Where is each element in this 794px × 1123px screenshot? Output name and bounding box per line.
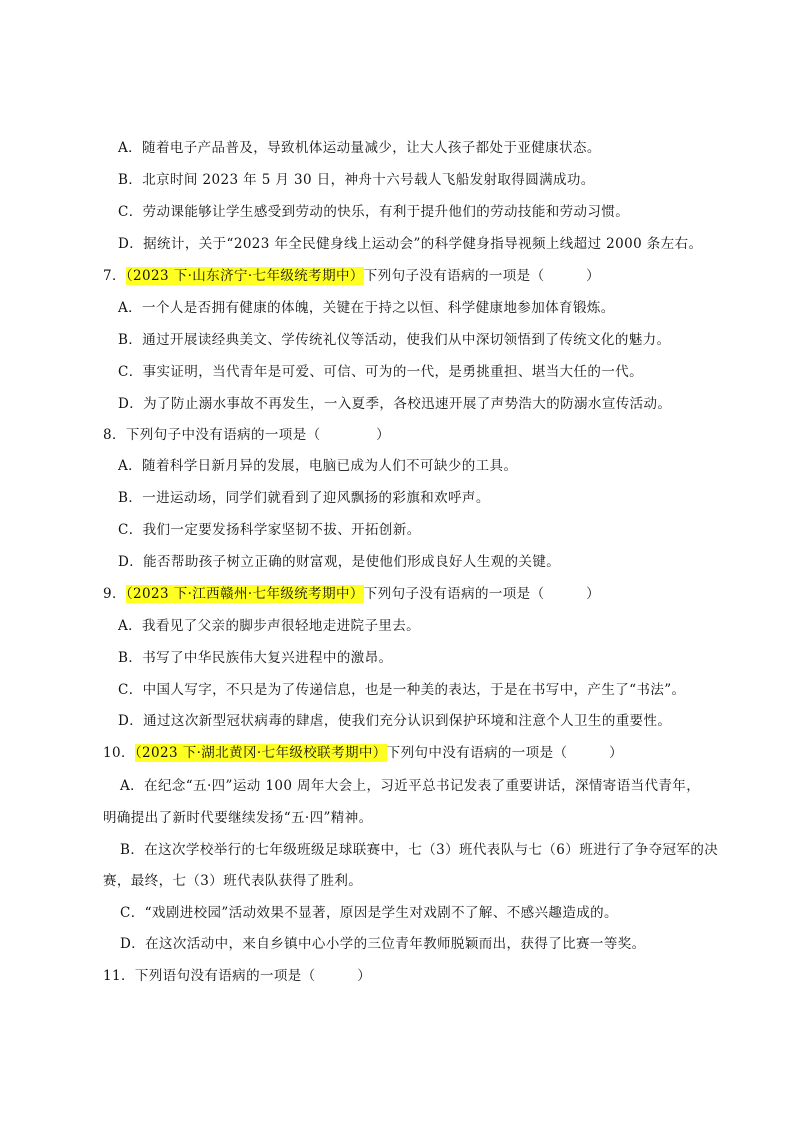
q7-option-c: C．事实证明，当代青年是可爱、可信、可为的一代，是勇挑重担、堪当大任的一代。 (118, 364, 644, 380)
q6-option-b: B．北京时间 2023 年 5 月 30 日，神舟十六号载人飞船发射取得圆满成功。 (118, 172, 595, 188)
q10-option-b-line1: B．在这次学校举行的七年级班级足球联赛中，七（3）班代表队与七（6）班进行了争夺冠军的决 (120, 842, 719, 858)
q9-stem-line (103, 584, 600, 604)
q10-option-b-line2: 赛，最终，七（3）班代表队获得了胜利。 (103, 873, 363, 889)
q9-stem: 下列句子没有语病的一项是（ ） (363, 586, 601, 602)
q8-option-a: A．随着科学日新月异的发展，电脑已成为人们不可缺少的工具。 (118, 458, 518, 474)
q9-source-highlight: （2023 下·江西赣州·七年级统考期中） (125, 586, 364, 602)
q6-option-a: A．随着电子产品普及，导致机体运动量减少，让大人孩子都处于亚健康状态。 (118, 140, 601, 156)
q11-stem: 11．下列语句没有语病的一项是（ ） (103, 968, 372, 984)
q10-option-d: D．在这次活动中，来自乡镇中心小学的三位青年教师脱颖而出，获得了比赛一等奖。 (120, 936, 646, 952)
q9-option-c: C．中国人写字，不只是为了传递信息，也是一种美的表达，于是在书写中，产生了“书法”。 (118, 682, 686, 698)
q8-option-c: C．我们一定要发扬科学家坚韧不拔、开拓创新。 (118, 522, 421, 538)
q9-number: 9． (103, 586, 126, 602)
q7-stem: 下列句子没有语病的一项是（ ） (363, 268, 601, 284)
q10-source-highlight: （2023 下·湖北黄冈·七年级校联考期中） (134, 745, 387, 761)
q7-number: 7． (103, 268, 126, 284)
q7-option-b: B．通过开展读经典美文、学传统礼仪等活动，使我们从中深切领悟到了传统文化的魅力。 (118, 332, 671, 348)
q10-stem: 下列句中没有语病的一项是（ ） (386, 745, 623, 761)
q7-option-d: D．为了防止溺水事故不再发生，一入夏季，各校迅速开展了声势浩大的防溺水宣传活动。 (118, 396, 672, 412)
q7-option-a: A．一个人是否拥有健康的体魄，关键在于持之以恒、科学健康地参加体育锻炼。 (118, 300, 615, 316)
q9-option-d: D．通过这次新型冠状病毒的肆虐，使我们充分认识到保护环境和注意个人卫生的重要性。 (118, 713, 672, 729)
q8-option-d: D．能否帮助孩子树立正确的财富观，是使他们形成良好人生观的关键。 (118, 554, 561, 570)
q10-option-a-line1: A．在纪念“五·四”运动 100 周年大会上，习近平总书记发表了重要讲话，深情寄语当代青年， (120, 778, 701, 794)
q10-stem-line (103, 743, 623, 763)
q9-option-a: A．我看见了父亲的脚步声很轻地走进院子里去。 (118, 618, 421, 634)
q8-stem: 8．下列句子中没有语病的一项是（ ） (103, 427, 390, 443)
q10-option-a-line2: 明确提出了新时代要继续发扬“五·四”精神。 (103, 810, 373, 826)
q10-option-c: C．“戏剧进校园”活动效果不显著，原因是学生对戏剧不了解、不感兴趣造成的。 (120, 905, 618, 921)
q9-option-b: B．书写了中华民族伟大复兴进程中的激昂。 (118, 650, 393, 666)
q10-number: 10． (103, 745, 135, 761)
q7-source-highlight: （2023 下·山东济宁·七年级统考期中） (125, 268, 364, 284)
q6-option-d: D．据统计，关于“2023 年全民健身线上运动会”的科学健身指导视频上线超过 2000 条左右。 (118, 236, 703, 252)
q8-option-b: B．一进运动场，同学们就看到了迎风飘扬的彩旗和欢呼声。 (118, 490, 490, 506)
q6-option-c: C．劳动课能够让学生感受到劳动的快乐，有利于提升他们的劳动技能和劳动习惯。 (118, 204, 630, 220)
q7-stem-line (103, 266, 600, 286)
